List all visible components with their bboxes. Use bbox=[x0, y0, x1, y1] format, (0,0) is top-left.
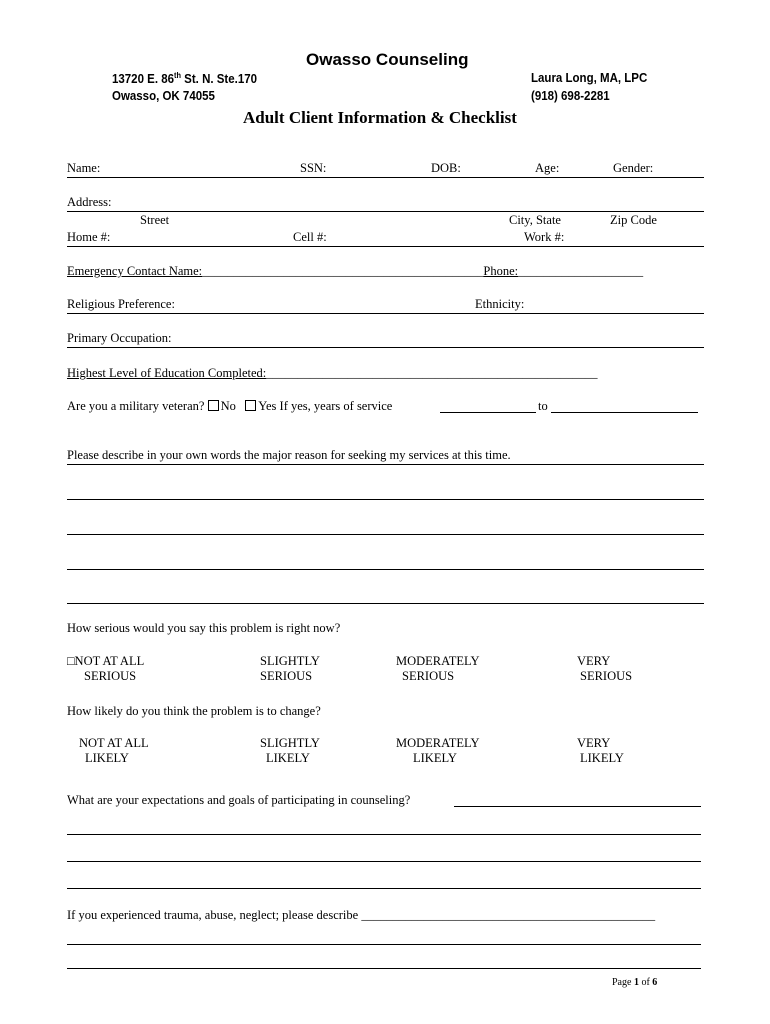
expectations-prompt: What are your expectations and goals of participating in counseling? bbox=[67, 793, 411, 807]
reason-line-3[interactable] bbox=[67, 534, 704, 535]
serious-option-line2: SERIOUS bbox=[260, 669, 313, 683]
serious-option-very[interactable] bbox=[577, 654, 632, 684]
emergency-contact-row[interactable] bbox=[67, 264, 643, 279]
likely-option-line1: NOT AT ALL bbox=[79, 736, 149, 750]
trauma-line-2[interactable] bbox=[67, 968, 701, 969]
trauma-inline-blank: _______________________________________________ bbox=[361, 908, 656, 922]
practice-phone: (918) 698-2281 bbox=[531, 89, 610, 103]
reason-prompt: Please describe in your own words the major reason for seeking my services at this time. bbox=[67, 448, 511, 462]
veteran-row bbox=[67, 399, 392, 414]
serious-option-line2: SERIOUS bbox=[84, 669, 137, 683]
practice-address-line2: Owasso, OK 74055 bbox=[112, 89, 215, 103]
practice-address-line1 bbox=[112, 71, 257, 86]
cell-phone-label: Cell #: bbox=[293, 230, 327, 244]
gender-label: Gender: bbox=[613, 161, 654, 175]
seriousness-question: How serious would you say this problem is right now? bbox=[67, 621, 341, 635]
zip-label: Zip Code bbox=[610, 213, 657, 227]
phone-row-line[interactable] bbox=[67, 246, 704, 247]
serious-option-line1: SLIGHTLY bbox=[260, 654, 320, 668]
likely-option-line2: LIKELY bbox=[85, 751, 129, 765]
serious-option-line2: SERIOUS bbox=[580, 669, 633, 683]
veteran-no-label: No bbox=[220, 399, 236, 413]
ssn-label: SSN: bbox=[300, 161, 327, 175]
trauma-prompt: If you experienced trauma, abuse, neglect; please describe bbox=[67, 908, 359, 922]
city-state-label: City, State bbox=[509, 213, 561, 227]
occupation-line[interactable] bbox=[67, 347, 704, 348]
name-label: Name: bbox=[67, 161, 101, 175]
address-label: Address: bbox=[67, 195, 112, 209]
emergency-contact-label: Emergency Contact Name: bbox=[67, 264, 203, 278]
serious-option-not-at-all[interactable] bbox=[67, 654, 144, 684]
veteran-yes-checkbox[interactable] bbox=[245, 400, 256, 411]
emergency-phone-label: Phone: bbox=[483, 264, 519, 278]
education-blank: _____________________________________________________ bbox=[266, 366, 598, 380]
page-of: of bbox=[638, 977, 653, 988]
serious-option-line1: MODERATELY bbox=[396, 654, 480, 668]
trauma-row[interactable] bbox=[67, 908, 655, 923]
expectations-inline-blank[interactable] bbox=[454, 806, 701, 807]
service-to-label: to bbox=[538, 399, 548, 413]
form-title: Adult Client Information & Checklist bbox=[243, 108, 517, 127]
education-row[interactable] bbox=[67, 366, 598, 381]
likely-option-line1: MODERATELY bbox=[396, 736, 480, 750]
reason-line-4[interactable] bbox=[67, 569, 704, 570]
page-total: 6 bbox=[652, 977, 658, 988]
likely-option-not-at-all[interactable] bbox=[79, 736, 149, 766]
likely-option-line2: LIKELY bbox=[413, 751, 457, 765]
veteran-question: Are you a military veteran? bbox=[67, 399, 205, 413]
expectations-line-2[interactable] bbox=[67, 861, 701, 862]
clinician-name: Laura Long, MA, LPC bbox=[531, 71, 648, 85]
emergency-contact-blank: _____________________________________________ bbox=[202, 264, 484, 278]
likelihood-question: How likely do you think the problem is to change? bbox=[67, 704, 321, 718]
serious-option-line1: VERY bbox=[577, 654, 611, 668]
emergency-phone-blank: ____________________ bbox=[518, 264, 644, 278]
page-current: 1 bbox=[633, 977, 639, 988]
age-label: Age: bbox=[535, 161, 560, 175]
occupation-label: Primary Occupation: bbox=[67, 331, 172, 345]
expectations-line-3[interactable] bbox=[67, 888, 701, 889]
serious-option-line1: □NOT AT ALL bbox=[67, 654, 145, 668]
religion-row-line[interactable] bbox=[67, 313, 704, 314]
reason-line-2[interactable] bbox=[67, 499, 704, 500]
serious-option-moderately[interactable] bbox=[396, 654, 479, 684]
likely-option-slightly[interactable] bbox=[260, 736, 320, 766]
service-start-blank[interactable] bbox=[440, 412, 536, 413]
address-street-number: 13720 E. 86 bbox=[112, 72, 175, 86]
reason-line-1[interactable] bbox=[67, 464, 704, 465]
dob-label: DOB: bbox=[431, 161, 461, 175]
likely-option-very[interactable] bbox=[577, 736, 624, 766]
likely-option-moderately[interactable] bbox=[396, 736, 479, 766]
education-label: Highest Level of Education Completed: bbox=[67, 366, 267, 380]
veteran-yes-label: Yes If yes, years of service bbox=[258, 399, 393, 413]
home-phone-label: Home #: bbox=[67, 230, 111, 244]
page-number bbox=[612, 977, 657, 988]
page-prefix: Page bbox=[612, 977, 634, 988]
veteran-no-checkbox[interactable] bbox=[208, 400, 219, 411]
reason-line-5[interactable] bbox=[67, 603, 704, 604]
address-line[interactable] bbox=[67, 211, 704, 212]
street-label: Street bbox=[140, 213, 170, 227]
trauma-line-1[interactable] bbox=[67, 944, 701, 945]
likely-option-line1: VERY bbox=[577, 736, 611, 750]
ethnicity-label: Ethnicity: bbox=[475, 297, 525, 311]
expectations-line-1[interactable] bbox=[67, 834, 701, 835]
address-ordinal-suffix: th bbox=[174, 71, 181, 80]
likely-option-line2: LIKELY bbox=[266, 751, 310, 765]
service-end-blank[interactable] bbox=[551, 412, 698, 413]
serious-option-slightly[interactable] bbox=[260, 654, 320, 684]
serious-option-line2: SERIOUS bbox=[402, 669, 455, 683]
work-phone-label: Work #: bbox=[524, 230, 565, 244]
practice-name: Owasso Counseling bbox=[306, 50, 469, 69]
religious-preference-label: Religious Preference: bbox=[67, 297, 175, 311]
likely-option-line2: LIKELY bbox=[580, 751, 624, 765]
likely-option-line1: SLIGHTLY bbox=[260, 736, 320, 750]
name-row-line[interactable] bbox=[67, 177, 704, 178]
address-street-rest: St. N. Ste.170 bbox=[180, 72, 258, 86]
